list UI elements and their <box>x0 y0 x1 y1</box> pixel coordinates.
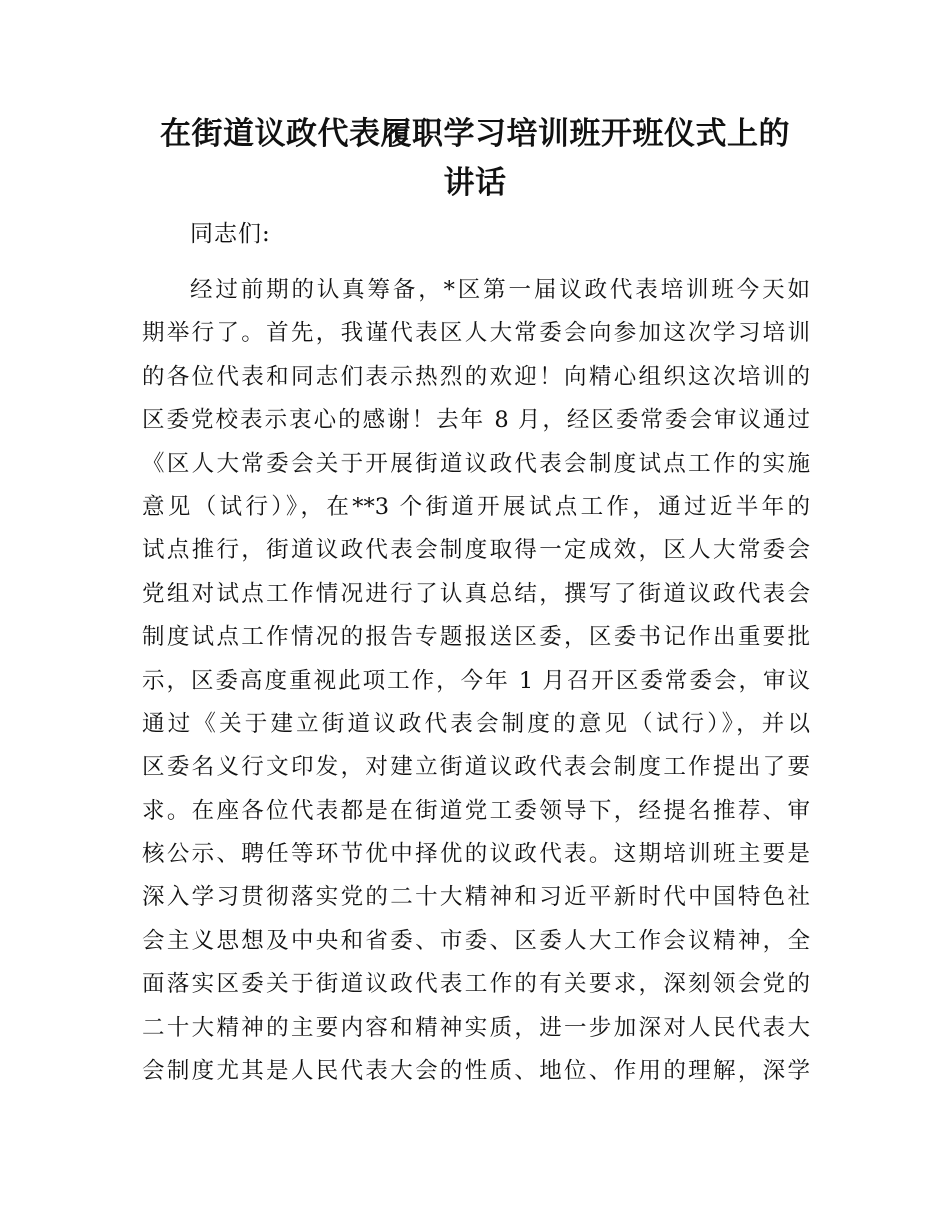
body-line-15: 深入学习贯彻落实党的二十大精神和习近平新时代中国特色社 <box>142 884 810 911</box>
body-line-17: 面落实区委关于街道议政代表工作的有关要求，深刻领会党的 <box>142 971 810 998</box>
body-line-12: 区委名义行文印发，对建立街道议政代表会制度工作提出了要 <box>142 754 810 781</box>
body-line-14: 核公示、聘任等环节优中择优的议政代表。这期培训班主要是 <box>142 841 810 868</box>
body-line-13: 求。在座各位代表都是在街道党工委领导下，经提名推荐、审 <box>142 797 810 824</box>
body-line-3: 的各位代表和同志们表示热烈的欢迎！向精心组织这次培训的 <box>142 363 810 390</box>
salutation: 同志们: <box>190 221 271 247</box>
body-line-10: 示，区委高度重视此项工作，今年 1 月召开区委常委会，审议 <box>142 667 810 694</box>
body-line-11: 通过《关于建立街道议政代表会制度的意见（试行）》，并以 <box>142 710 810 737</box>
body-line-9: 制度试点工作情况的报告专题报送区委，区委书记作出重要批 <box>142 624 810 651</box>
body-line-6: 意见（试行）》，在**3 个街道开展试点工作，通过近半年的 <box>142 493 810 520</box>
document-title <box>100 110 850 208</box>
body-line-16: 会主义思想及中央和省委、市委、区委人大工作会议精神，全 <box>142 927 810 954</box>
body-line-19: 会制度尤其是人民代表大会的性质、地位、作用的理解，深学 <box>142 1058 810 1085</box>
body-line-1: 经过前期的认真筹备，*区第一届议政代表培训班今天如 <box>190 277 810 303</box>
title-line-2: 讲话 <box>443 165 507 201</box>
body-paragraph <box>142 269 810 1093</box>
title-line-1: 在街道议政代表履职学习培训班开班仪式上的 <box>160 116 790 152</box>
body-line-18: 二十大精神的主要内容和精神实质，进一步加深对人民代表大 <box>142 1014 810 1041</box>
body-line-2: 期举行了。首先，我谨代表区人大常委会向参加这次学习培训 <box>142 320 810 347</box>
body-line-8: 党组对试点工作情况进行了认真总结，撰写了街道议政代表会 <box>142 580 810 607</box>
body-line-5: 《区人大常委会关于开展街道议政代表会制度试点工作的实施 <box>142 450 810 477</box>
body-line-7: 试点推行，街道议政代表会制度取得一定成效，区人大常委会 <box>142 537 810 564</box>
body-line-4: 区委党校表示衷心的感谢！去年 8 月，经区委常委会审议通过 <box>142 407 810 434</box>
